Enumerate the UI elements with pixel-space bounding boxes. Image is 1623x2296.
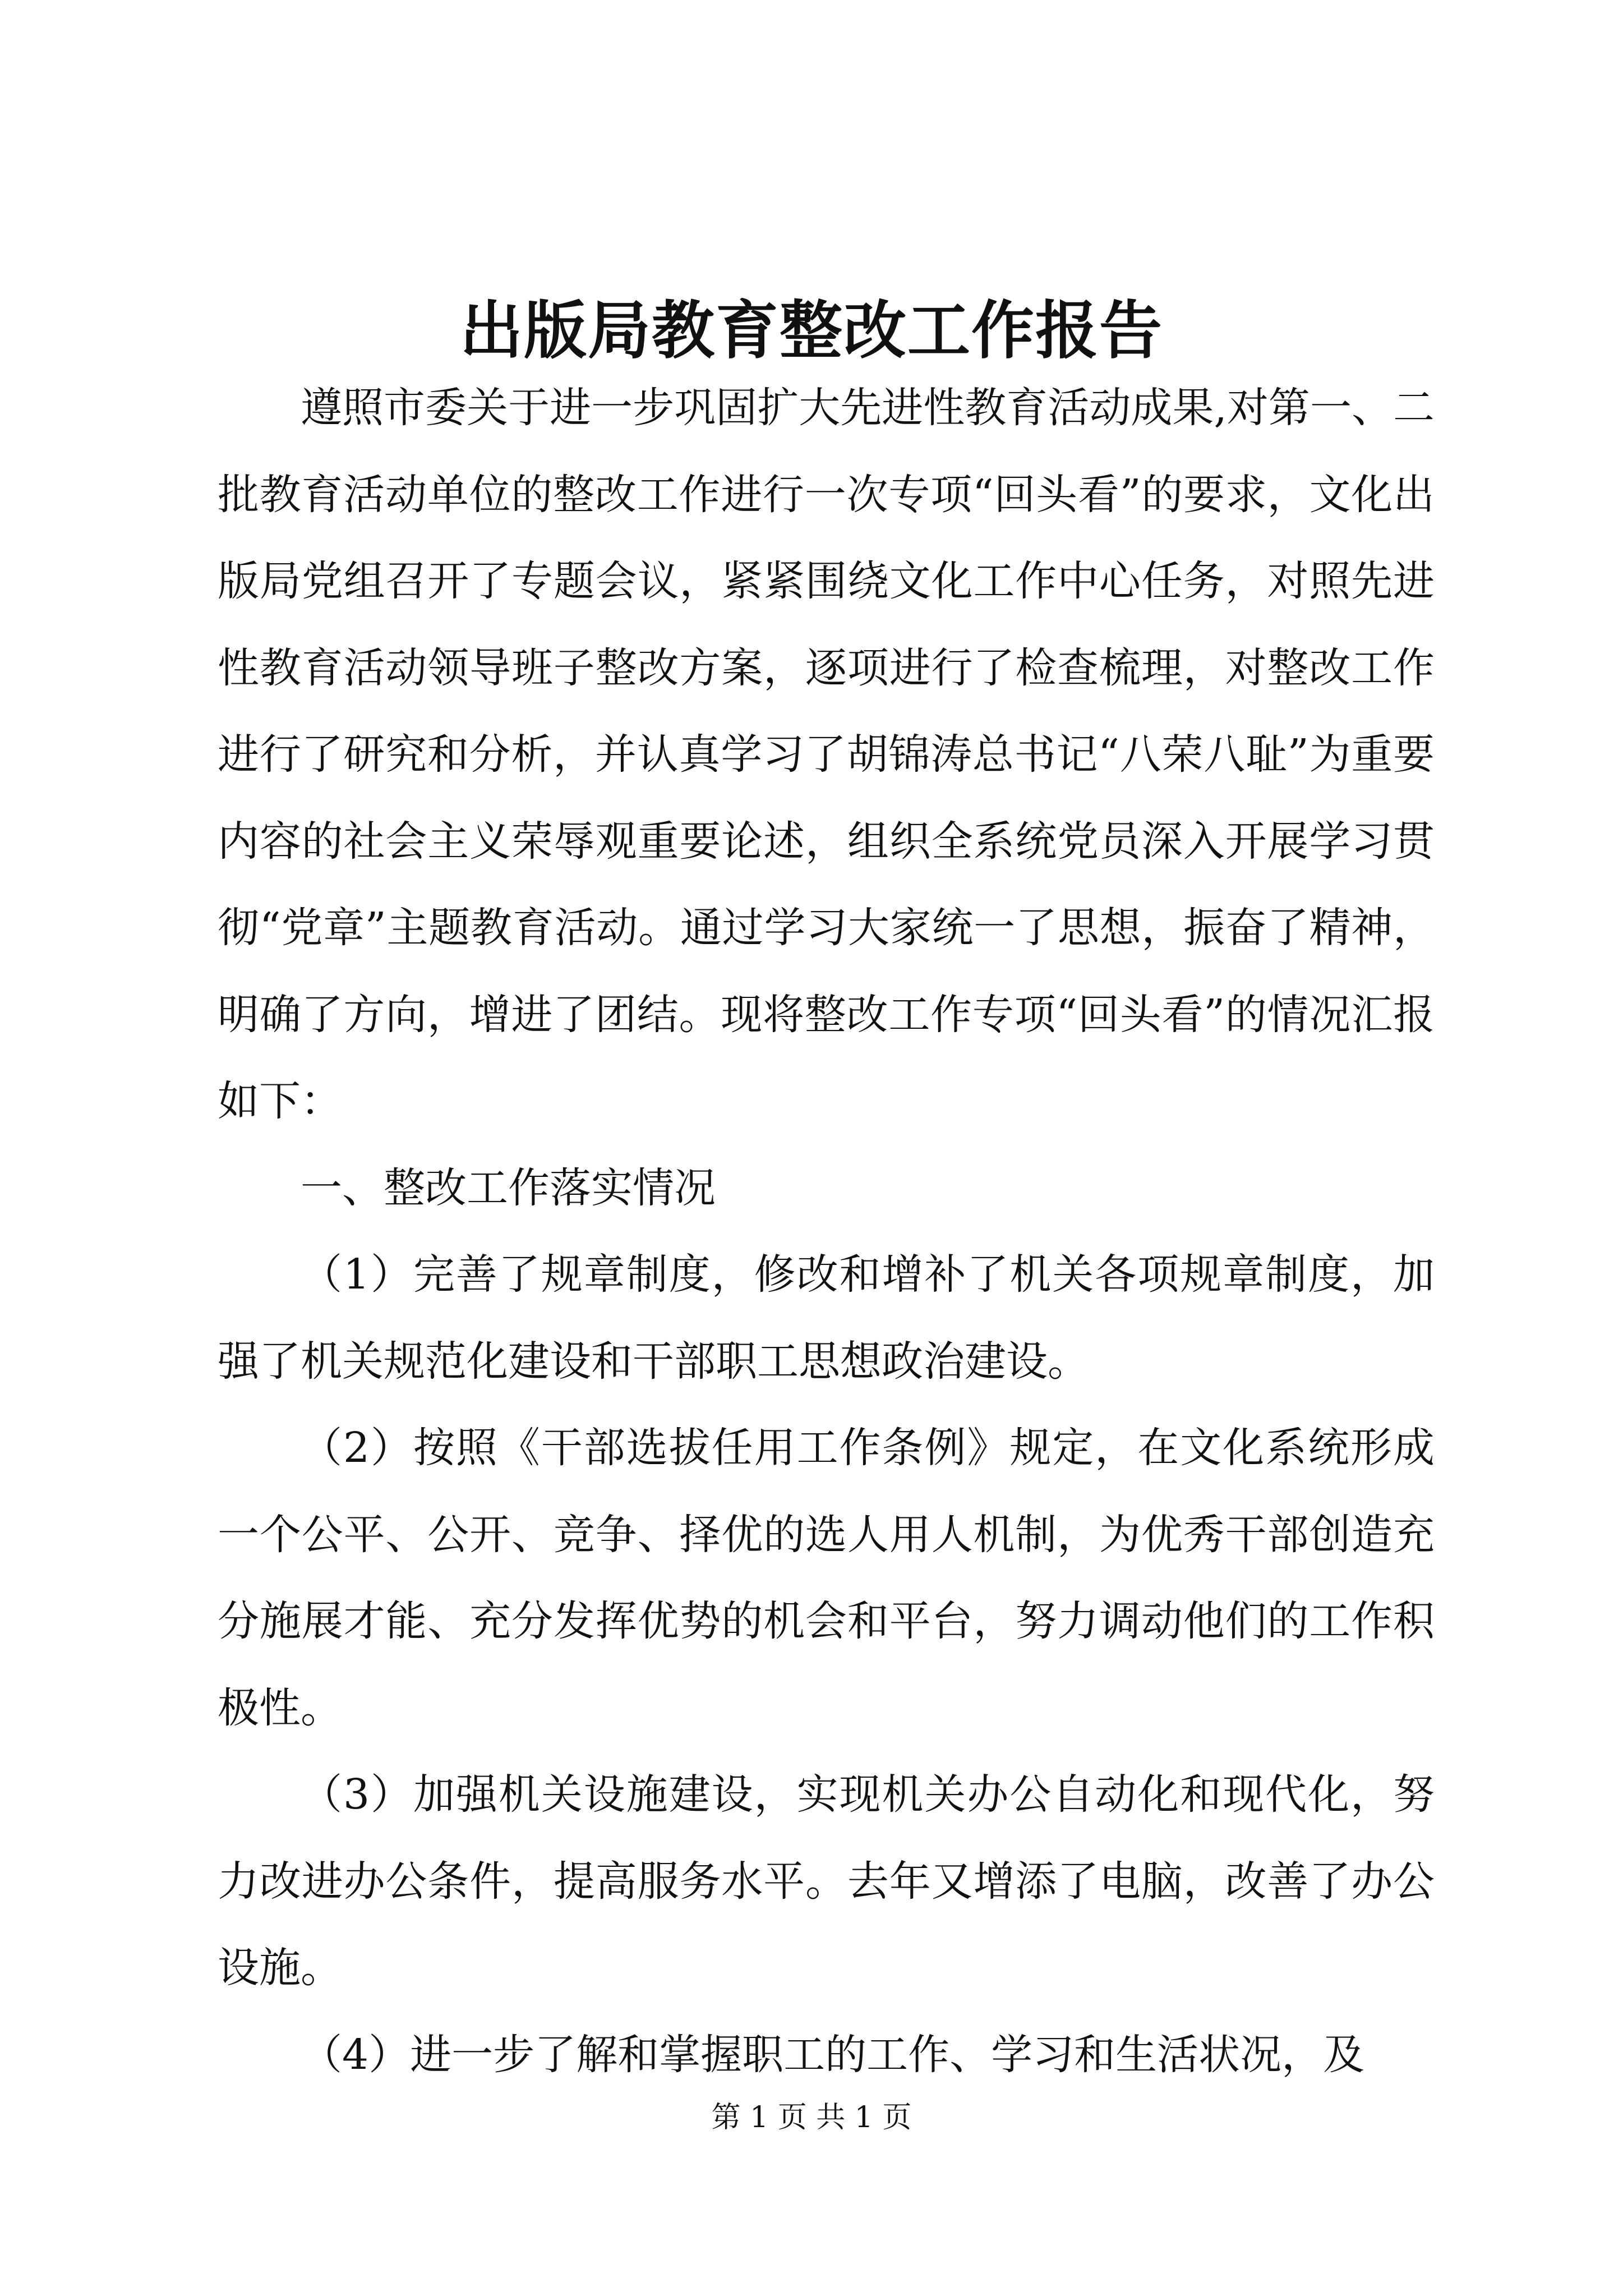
item-1-paragraph: （1）完善了规章制度，修改和增补了机关各项规章制度，加强了机关规范化建设和干部职工思想政治建设。 [218, 1250, 1435, 1386]
item-2-paragraph: （2）按照《干部选拔任用工作条例》规定，在文化系统形成一个公平、公开、竞争、择优的选人用人机制，为优秀干部创造充分施展才能、充分发挥优势的机会和平台，努力调动他们的工作积极性。 [218, 1424, 1435, 1732]
page-footer: 第 1 页 共 1 页 [711, 2101, 912, 2134]
document-body [218, 365, 1435, 2098]
item-3-paragraph: （3）加强机关设施建设，实现机关办公自动化和现代化，努力改进办公条件，提高服务水平。去年又增添了电脑，改善了办公设施。 [218, 1770, 1435, 1992]
item-4-paragraph: （4）进一步了解和掌握职工的工作、学习和生活状况，及 [301, 2030, 1365, 2079]
document-title: 出版局教育整改工作报告 [460, 294, 1163, 367]
section-heading: 一、整改工作落实情况 [301, 1163, 716, 1212]
intro-paragraph: 遵照市委关于进一步巩固扩大先进性教育活动成果,对第一、二批教育活动单位的整改工作进行一次专项“回头看”的要求，文化出版局党组召开了专题会议，紧紧围绕文化工作中心任务，对照先进性教育活动领导班子整改方案，逐项进行了检查梳理，对整改工作进行了研究和分析，并认真学习了胡锦涛总书记“八荣八耻”为重要内容的社会主义荣辱观重要论述，组织全系统党员深入开展学习贯彻“党章”主题教育活动。通过学习大家统一了思想，振奋了精神，明确了方向，增进了团结。现将整改工作专项“回头看”的情况汇报如下： [218, 384, 1435, 1125]
